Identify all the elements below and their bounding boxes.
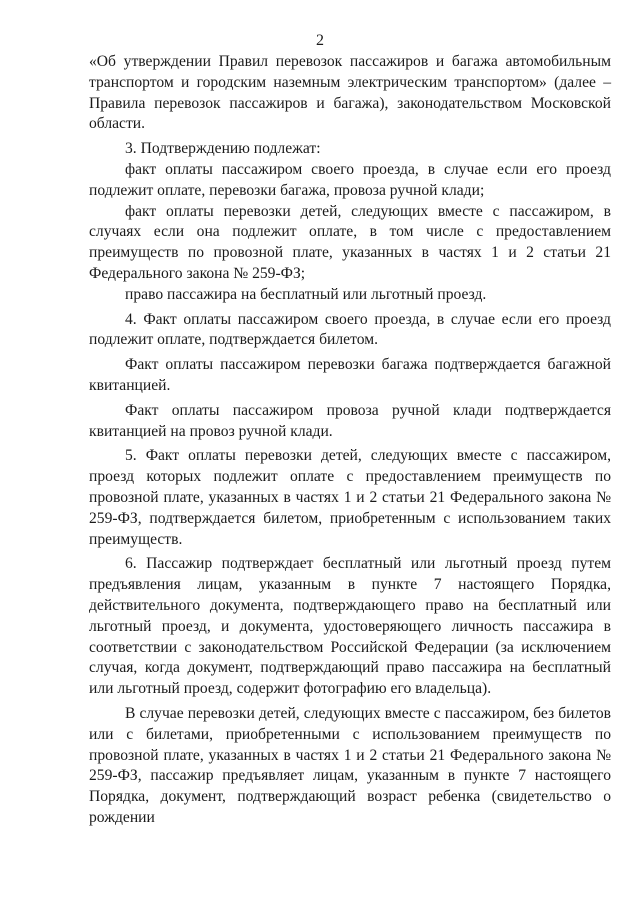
paragraph-rules-reference: «Об утверждении Правил перевозок пассажиров и багажа автомобильным транспортом и городским наземным электрическим транспортом» (далее – Правила перевозок пассажиров и багажа), законодательством Московской области. xyxy=(89,53,611,133)
paragraph-item-4-ticket: 4. Факт оплаты пассажиром своего проезда, в случае если его проезд подлежит оплате, подтверждается билетом. xyxy=(89,310,611,349)
paragraph-fare-payment-fact: факт оплаты пассажиром своего проезда, в случае если его проезд подлежит оплате, перевозки багажа, провоза ручной клади; xyxy=(89,160,611,199)
paragraph-children-age-document: В случае перевозки детей, следующих вместе с пассажиром, без билетов или с билетами, приобретенными с использованием преимуществ по провозной плате, указанных в частях 1 и 2 статьи 21 Федерального закона № 259-ФЗ, пассажир предъявляет лицам, указанным в пункте 7 настоящего Порядка, документ, подтверждающий возраст ребенка (свидетельство о рождении xyxy=(89,704,611,826)
paragraph-children-fare-fact: факт оплаты перевозки детей, следующих вместе с пассажиром, в случаях если она подлежит оплате, в том числе с предоставлением преимуществ по провозной плате, указанных в частях 1 и 2 статьи 21 Федерального закона № 259-ФЗ; xyxy=(89,202,611,282)
page-number: 2 xyxy=(316,32,324,49)
paragraph-baggage-receipt: Факт оплаты пассажиром перевозки багажа подтверждается багажной квитанцией. xyxy=(89,356,611,394)
paragraph-hand-luggage-receipt: Факт оплаты пассажиром провоза ручной клади подтверждается квитанцией на провоз ручной клади. xyxy=(89,401,611,440)
paragraph-item-6-free-travel: 6. Пассажир подтверждает бесплатный или льготный проезд путем предъявления лицам, указанным в пункте 7 настоящего Порядка, действительного документа, подтверждающего право на бесплатный или льготный проезд, и документа, удостоверяющего личность пассажира в соответствии с законодательством Российской Федерации (за исключением случая, когда документ, подтверждающий право пассажира на бесплатный или льготный проезд, содержит фотографию его владельца). xyxy=(89,555,611,698)
paragraph-free-travel-right: право пассажира на бесплатный или льготный проезд. xyxy=(125,285,487,303)
paragraph-item-3-heading: 3. Подтверждению подлежат: xyxy=(125,140,321,158)
document-body xyxy=(89,52,611,829)
paragraph-item-5-children-ticket: 5. Факт оплаты перевозки детей, следующих вместе с пассажиром, проезд которых подлежит оплате с предоставлением преимуществ по провозной плате, указанных в частях 1 и 2 статьи 21 Федерального закона № 259-ФЗ, подтверждается билетом, приобретенным с использованием таких преимуществ. xyxy=(89,447,611,548)
